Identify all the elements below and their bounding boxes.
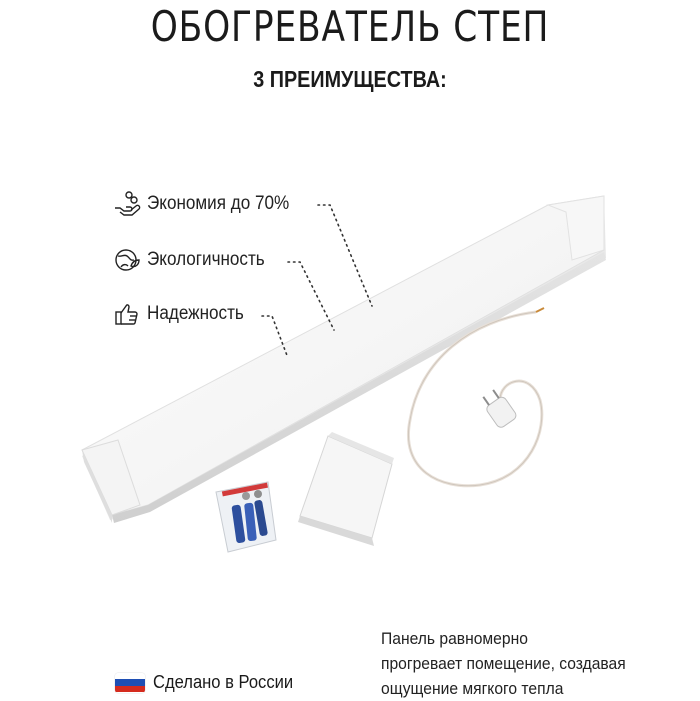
- thumbs-up-icon: [113, 300, 141, 328]
- russia-flag-icon: [115, 673, 145, 693]
- feature-reliability: [113, 300, 255, 328]
- product-description: [381, 626, 626, 701]
- description-line: прогревает помещение, создавая: [381, 654, 626, 673]
- description-line: ощущение мягкого тепла: [381, 679, 564, 698]
- feature-ecology: [113, 246, 278, 274]
- mounting-bracket: [298, 432, 394, 546]
- fastener-kit-bag: [216, 482, 276, 552]
- globe-leaf-icon: [113, 246, 141, 274]
- page-subtitle: 3 ПРЕИМУЩЕСТВА:: [253, 66, 447, 92]
- money-hand-icon: [113, 190, 141, 218]
- feature-label: Экономия до 70%: [147, 193, 290, 214]
- feature-economy: [113, 190, 305, 218]
- made-in-badge: [115, 672, 305, 693]
- feature-label: Надежность: [147, 303, 244, 324]
- description-line: Панель равномерно: [381, 629, 528, 648]
- feature-label: Экологичность: [147, 249, 265, 270]
- page-title: ОБОГРЕВАТЕЛЬ СТЕП: [150, 2, 550, 51]
- made-in-label: Сделано в России: [153, 672, 294, 692]
